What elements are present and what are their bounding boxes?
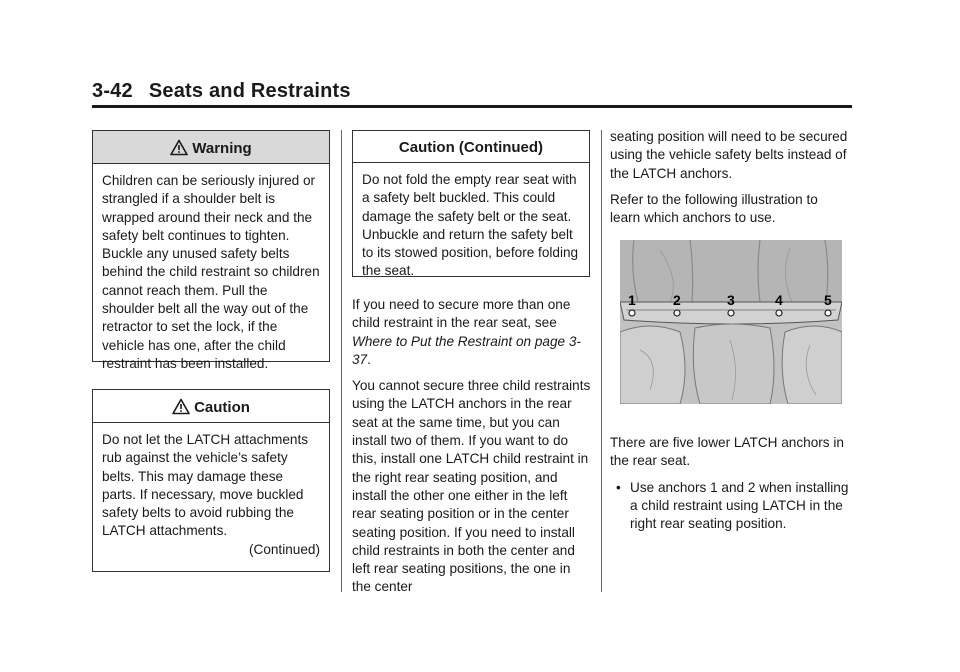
caution-continued-header: Caution (Continued) [353, 131, 589, 163]
warning-body: Children can be seriously injured or strangled if a shoulder belt is wrapped around their neck and the safety belt continues to tighten. Buckle any unused safety belts behind the child restraint so children cannot reach them. Pull the shoulder belt all the way out of the retractor to set the lock, if the vehicle has one, after the child restraint has been installed. [102, 173, 320, 371]
header-rule [92, 105, 852, 108]
anchor-label-1: 1 [628, 292, 636, 308]
paragraph-more-than-one [352, 296, 592, 369]
continued-label: (Continued) [248, 541, 320, 557]
para1-text: If you need to secure more than one child restraint in the rear seat, see [352, 297, 571, 331]
paragraph-three-restraints: You cannot secure three child restraints using the LATCH anchors in the rear seat at the same time, but you can install two of them. If you want to do this, install one LATCH child restraint in the right rear seating position, and install the other one either in the left rear seating position or in the center seating position. If you need to install child restraints in both the center and left rear seating positions, the one in the center [352, 378, 591, 595]
warning-icon [170, 139, 188, 156]
warning-title: Warning [192, 140, 252, 157]
column-3-top-text [610, 128, 850, 235]
bullet-item [610, 479, 850, 534]
page-title: Seats and Restraints [148, 80, 351, 102]
anchor-label-2: 2 [673, 292, 681, 308]
page-number: 3-42 [92, 80, 133, 102]
cross-reference-link[interactable]: Where to Put the Restraint on page 3-37 [352, 333, 581, 367]
para1-end: . [367, 351, 371, 367]
column-3-bottom-text [610, 434, 850, 533]
caution-header [93, 390, 329, 423]
bullet-text: Use anchors 1 and 2 when installing a child restraint using LATCH in the right rear seating position. [630, 479, 849, 532]
anchor-label-3: 3 [727, 292, 735, 308]
anchor-label-5: 5 [824, 292, 832, 308]
paragraph-refer-illustration: Refer to the following illustration to learn which anchors to use. [610, 191, 818, 226]
column-divider-2 [601, 130, 602, 592]
caution-continued-body: Do not fold the empty rear seat with a safety belt buckled. This could damage the safety belt or the seat. Unbuckle and return the safety belt to its stowed position, before folding the seat. [362, 172, 579, 279]
warning-header [93, 131, 329, 164]
column-divider-1 [341, 130, 342, 592]
page-header [92, 80, 351, 103]
caution-body: Do not let the LATCH attachments rub against the vehicle’s safety belts. This may damage these parts. If necessary, move buckled safety belts to avoid rubbing the LATCH attachments. [102, 432, 309, 539]
latch-anchor-illustration [620, 240, 842, 404]
caution-box [92, 389, 330, 572]
rear-seat-drawing [620, 240, 842, 404]
bullet-dot-icon: • [616, 479, 621, 495]
caution-continued-box [352, 130, 590, 277]
warning-box [92, 130, 330, 371]
paragraph-seating-position: seating position will need to be secured using the vehicle safety belts instead of the LATCH anchors. [610, 129, 848, 181]
caution-title: Caution [194, 399, 250, 416]
anchor-label-4: 4 [775, 292, 783, 308]
column-2-text [352, 296, 592, 605]
caution-icon [172, 398, 190, 415]
paragraph-five-anchors: There are five lower LATCH anchors in the rear seat. [610, 435, 844, 469]
